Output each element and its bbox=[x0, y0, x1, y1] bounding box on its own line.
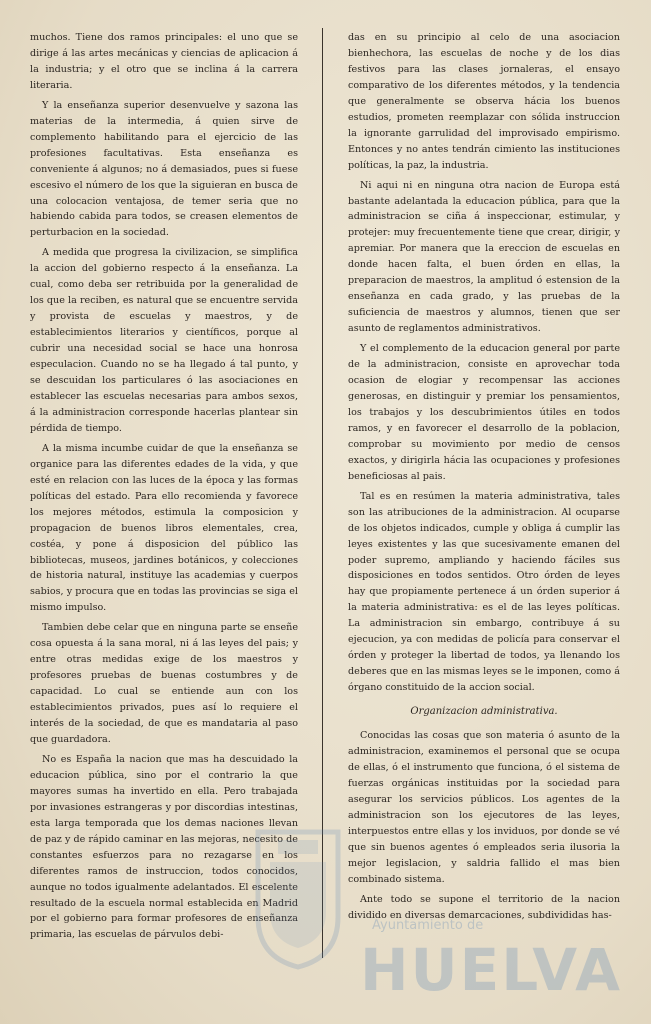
paragraph: Tambien debe celar que en ninguna parte se enseñe cosa opuesta á la sana moral, ni á las leyes del pais; y entre otras medidas exige de los maestros y profesores pruebas de buenas costumbres y de capacidad. Lo cual se entiende aun con los establecimientos privados, pues así lo requiere el interés de la sociedad, de que es mandataria al paso que guardadora. bbox=[30, 622, 298, 745]
paragraph: Y el complemento de la educacion general por parte de la administracion, consiste en aprovechar toda ocasion de elogiar y recompensar las acciones generosas, en distinguir y premiar los pensamientos, los trabajos y los descubrimientos útiles en todos ramos, y en favorecer el desarrollo de la poblacion, comprobar su movimiento por medio de censos exactos, y dirigirla hácia las ocupaciones y profesiones beneficiosas al pais. bbox=[348, 343, 620, 482]
right-text-column bbox=[348, 30, 620, 927]
section-heading: Organizacion administrativa. bbox=[410, 706, 558, 718]
column-divider bbox=[322, 28, 323, 958]
city-shield-watermark bbox=[248, 822, 348, 972]
paragraph: Ante todo se supone el territorio de la nacion dividido en diversas demarcaciones, subdivididas has- bbox=[348, 893, 620, 921]
paragraph: das en su principio al celo de una asociacion bienhechora, las escuelas de noche y de los dias festivos para las clases jornaleras, el ensayo comparativo de los diferentes métodos, y la tendencia que generalmente se observa hácia los buenos estudios, prometen reemplazar con sólida instruccion la ignorante garrulidad del improvisado empirismo. Entonces y no antes tendrán cimiento las instituciones políticas, la paz, la industria. bbox=[348, 32, 620, 171]
paragraph: A medida que progresa la civilizacion, se simplifica la accion del gobierno respecto á la enseñanza. La cual, como deba ser retribuida por la generalidad de los que la reciben, es natural que se encuentre servida y provista de escuelas y maestros, y de establecimientos literarios y científicos, porque al cubrir una necesidad social se hace una honrosa especulacion. Cuando no se ha llegado á tal punto, y se descuidan los particulares ó las asociaciones en establecer las escuelas necesarias para ambos sexos, á la administracion corresponde hacerlas plantear sin pérdida de tiempo. bbox=[30, 247, 298, 434]
paragraph: Tal es en resúmen la materia administrativa, tales son las atribuciones de la administracion. Al ocuparse de los objetos indicados, cumple y obliga á cumplir las leyes existentes y las que sucesivamente emanen del poder supremo, ampliando y haciendo fáciles sus disposiciones en todos sentidos. Otro órden de leyes hay que propiamente pertenece á un órden superior á la materia administrativa: es el de las leyes políticas. La administracion sin embargo, contribuye á su ejecucion, ya con medidas de policía para conservar el órden y proteger la libertad de todos, ya llenando los deberes que en las mismas leyes se le imponen, como á órgano constituido de la accion social. bbox=[348, 490, 620, 694]
watermark-title: HUELVA bbox=[360, 936, 623, 1004]
watermark-subtitle: Ayuntamiento de bbox=[372, 918, 484, 933]
paragraph: Conocidas las cosas que son materia ó asunto de la administracion, examinemos el personal que se ocupa de ellas, ó el instrumento que funciona, ó el sistema de fuerzas orgánicas instituidas por la sociedad para asegurar los servicios públicos. Los agentes de la administracion son los ejecutores de las leyes, interpuestos entre ellas y los inviduos, por donde se vé que sin buenos agentes ó empleados seria ilusoria la mejor legislacion, y saldria fallido el mas bien combinado sistema. bbox=[348, 730, 620, 885]
paragraph: Ni aqui ni en ninguna otra nacion de Europa está bastante adelantada la educacion pública, para que la administracion se ciña á inspeccionar, estimular, y protejer: muy frecuentemente tiene que crear, dirigir, y apremiar. Por manera que la ereccion de escuelas en donde hacen falta, el buen órden en ellas, la preparacion de maestros, la amplitud ó estension de la enseñanza en cada grado, y las pruebas de la suficiencia de maestros y alumnos, tienen que ser asunto de reglamentos administrativos. bbox=[348, 179, 620, 335]
paragraph: No es España la nacion que mas ha descuidado la educacion pública, sino por el contrario la que mayores sumas ha invertido en ella. Pero trabajada por invasiones estrangeras y por discordias intestinas, esta larga temporada que los demas naciones llevan de paz y de rápido caminar en las mejoras, necesito de constantes esfuerzos para no rezagarse en los diferentes ramos de instruccion, todos conocidos, aunque no todos igualmente adelantados. El escelente resultado de la escuela normal establecida en Madrid por el gobierno para formar profesores de enseñanza primaria, las escuelas de párvulos debi- bbox=[30, 753, 298, 941]
left-text-column bbox=[30, 30, 298, 947]
paragraph: muchos. Tiene dos ramos principales: el uno que se dirige á las artes mecánicas y ciencias de aplicacion á la industria; y el otro que se inclina á la carrera literaria. bbox=[30, 32, 298, 91]
paragraph: A la misma incumbe cuidar de que la enseñanza se organice para las diferentes edades de la vida, y que esté en relacion con las luces de la época y las formas políticas del estado. Para ello recomienda y favorece los mejores métodos, estimula la composicion y propagacion de buenos libros elementales, crea, costéa, y pone á disposicion del público las bibliotecas, museos, jardines botánicos, y colecciones de historia natural, instituye las academias y cuerpos sabios, y procura que en todas las provincias se siga el mismo impulso. bbox=[30, 442, 298, 614]
paragraph: Y la enseñanza superior desenvuelve y sazona las materias de la intermedia, á quien sirve de complemento habilitando para el ejercicio de las profesiones facultativas. Esta enseñanza es conveniente á algunos; no á demasiados, pues si fuese escesivo el número de los que la siguieran en busca de una colocacion ventajosa, de temer seria que no habiendo cabida para todos, se creasen elementos de perturbacion en la sociedad. bbox=[30, 99, 298, 239]
